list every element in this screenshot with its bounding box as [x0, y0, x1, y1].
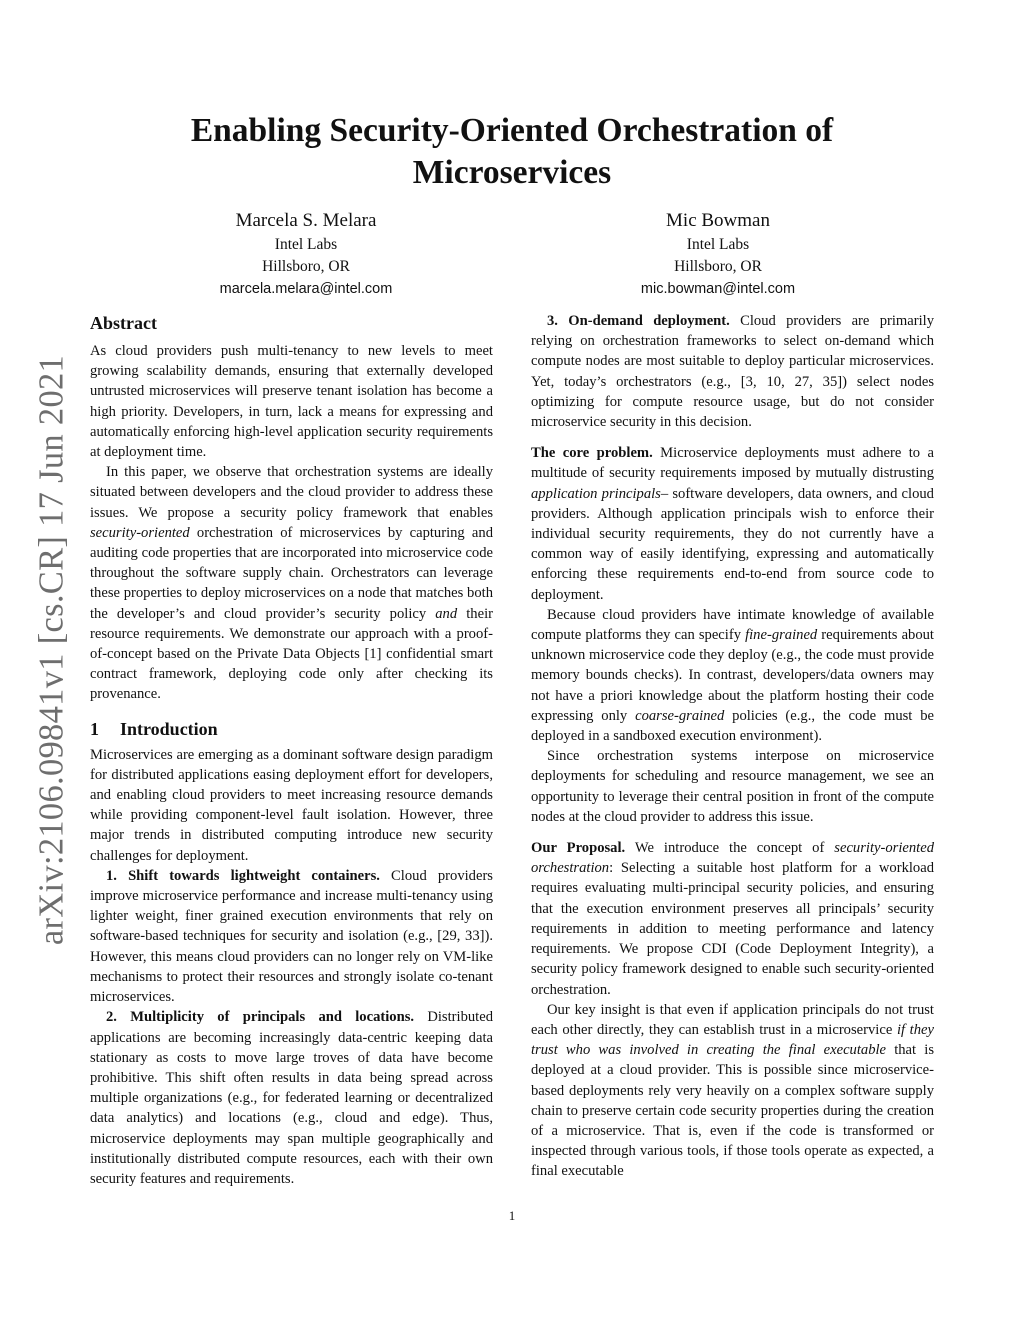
- section-heading-introduction: 1 Introduction: [90, 718, 218, 739]
- insight-paragraph: Our key insight is that even if application principals do not trust each other directly, they can establish trust in a microservice if they trust who was involved in creating the final executable that is deployed at a cloud provider. This is possible since microservice-based deployments rely very heavily on a complex software supply chain to preserve certain code security properties during the creation of a microservice. That is, even if the code is transformed or inspected through various tools, if those tools operate as expected, a final executable: [531, 1001, 934, 1180]
- abstract-heading: Abstract: [90, 313, 157, 333]
- interpose-paragraph: Since orchestration systems interpose on microservice deployments for scheduling and resource management, we see an opportunity to leverage their central position in front of the compute nodes at the cloud provider to address this issue.: [531, 748, 934, 825]
- intro-trend-2: 2. Multiplicity of principals and locations. Distributed applications are becoming increasingly data-centric keeping data stationary as costs to move large troves of data have become prohibitive. This shift often results in data being spread across multiple organizations (e.g., for federated learning or decentralized data analytics) and locations (e.g., cloud and edge). Thus, microservice deployments may span multiple geographically and institutionally distributed compute resources, each with their own security features and requirements.: [90, 1009, 493, 1187]
- intro-paragraph: Microservices are emerging as a dominant software design paradigm for distributed applications easing deployment effort for developers, and enabling cloud providers to meet increasing resource demands while providing component-level fault isolation. However, three major trends in distributed computing introduce new security challenges for deployment.: [90, 746, 493, 864]
- abstract-paragraph: In this paper, we observe that orchestration systems are ideally situated between developers and the cloud provider to address these issues. We propose a security policy framework that enables security-oriented orchestration of microservices by capturing and auditing code properties that are incorporated into microservice code throughout the software supply chain. Orchestrators can leverage these properties to deploy microservices on a node that matches both the developer’s and cloud provider’s security policy and their resource requirements. We demonstrate our approach with a proof-of-concept based on the Private Data Objects [1] confidential smart contract framework, deploying code only after checking its provenance.: [90, 464, 493, 703]
- paper-title: Enabling Security-Oriented Orchestration of Microservices: [190, 112, 834, 191]
- author-affiliation: Intel Labs: [686, 236, 750, 253]
- intro-trend-3: 3. On-demand deployment. Cloud providers are primarily relying on orchestration frameworks to select on-demand which compute nodes are most suitable to deploy particular microservices. Yet, today’s orchestrators (e.g., [3, 10, 27, 35]) select nodes optimizing for compute resource usage, but do not consider microservice security in this decision.: [531, 313, 935, 431]
- right-column: [531, 311, 934, 1182]
- author-name: Marcela S. Melara: [235, 210, 377, 231]
- intro-trend-1: 1. Shift towards lightweight containers. Cloud providers improve microservice performance and increase multi-tenancy using lighter weight, finer grained execution environments that rely on software-based techniques for security and isolation (e.g., [29, 33]). However, this means cloud providers can no longer rely on VM-like mechanisms to protect their resources and strongly isolate co-tenant microservices.: [90, 867, 493, 1006]
- core-problem-paragraph: The core problem. Microservice deployments must adhere to a multitude of security requirements imposed by mutually distrusting application principals– software developers, data owners, and cloud providers. Although application principals wish to enforce their individual security requirements, they do not currently have a common way of easily identifying, expressing and automatically enforcing these requirements end-to-end from source code to deployment.: [531, 445, 935, 603]
- author-location: Hillsboro, OR: [674, 258, 762, 275]
- author-location: Hillsboro, OR: [262, 258, 350, 275]
- knowledge-paragraph: Because cloud providers have intimate knowledge of available compute platforms they can specify fine-grained requirements about unknown microservice code they deploy (e.g., the code must provide memory bounds checks). In contrast, developers/data owners may not have a priori knowledge about the platform hosting their code expressing only coarse-grained policies (e.g., the code must be deployed in a sandboxed execution environment).: [531, 606, 934, 745]
- author-affiliation: Intel Labs: [274, 236, 338, 253]
- abstract-paragraph: As cloud providers push multi-tenancy to new levels to meet growing scalability demands, ensuring that externally developed untrusted microservices will preserve tenant isolation has become a high priority. Developers, in turn, lack a means for expressing and automatically enforcing high-level application security requirements at deployment time.: [90, 343, 493, 461]
- author-block: [553, 208, 883, 300]
- left-column: [90, 311, 493, 1189]
- author-email: marcela.melara@intel.com: [219, 281, 393, 297]
- author-email: mic.bowman@intel.com: [640, 281, 796, 297]
- arxiv-identifier: arXiv:2106.09841v1 [cs.CR] 17 Jun 2021: [32, 354, 71, 946]
- author-block: [141, 208, 471, 300]
- author-name: Mic Bowman: [666, 210, 770, 231]
- proposal-paragraph: Our Proposal. We introduce the concept of security-oriented orchestration: Selecting a suitable host platform for a workload requires evaluating multi-principal security policies, and ensuring that the execution environment preserves all principals’ security requirements in addition to meeting performance and latency requirements. We propose CDI (Code Deployment Integrity), a security policy framework designed to enable such security-oriented orchestration.: [531, 840, 934, 998]
- page-number: 1: [508, 1208, 516, 1223]
